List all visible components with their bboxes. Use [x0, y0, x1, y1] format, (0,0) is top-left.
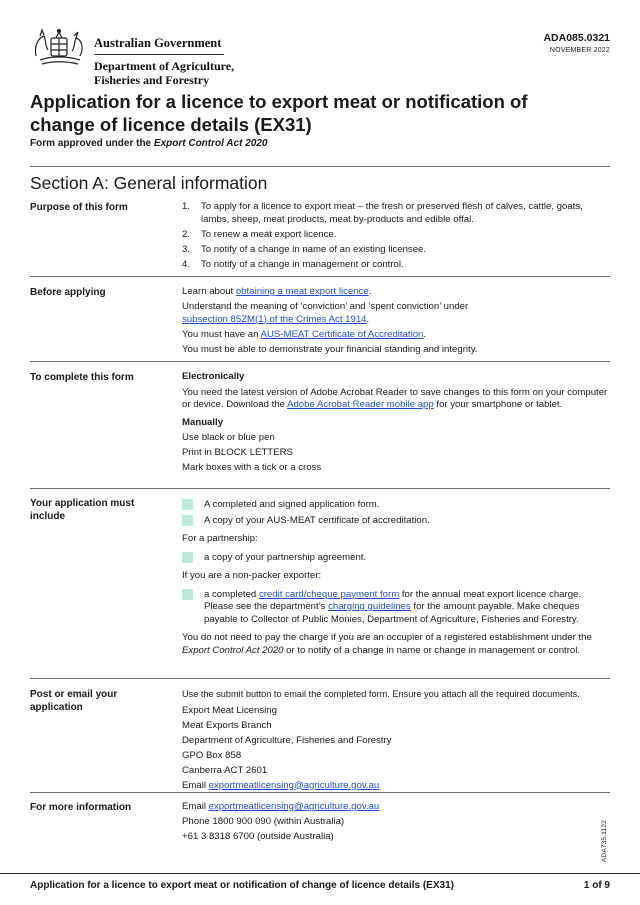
more-label: For more information — [30, 802, 132, 813]
more-email-link[interactable]: exportmeatlicensing@agriculture.gov.au — [208, 801, 380, 812]
complete-label: To complete this form — [30, 372, 134, 383]
approval-prefix: Form approved under the — [30, 138, 154, 149]
list-item — [182, 201, 610, 226]
email-prefix: Email — [182, 779, 209, 791]
include-content — [182, 497, 610, 660]
post-label: Post or email your application — [30, 689, 118, 713]
item-number: 4. — [182, 258, 191, 270]
understand-line — [182, 301, 610, 326]
purpose-content — [182, 201, 610, 274]
electronic-text — [182, 387, 610, 412]
form-code: ADA085.0321 — [543, 32, 610, 44]
address-line: Meat Exports Branch — [182, 719, 272, 731]
checklist-text: a copy of your partnership agreement. — [204, 551, 367, 563]
form-date: NOVEMBER 2022 — [549, 47, 610, 54]
meat-export-licence-link[interactable]: obtaining a meat export licence — [235, 286, 369, 297]
nonpacker-suffix: for the amount payable. Make cheques payable to Collector of Public Monies, Department of Agriculture, Fisheries and Forestry. — [204, 601, 580, 625]
list-item — [182, 259, 610, 272]
occupier-act: Export Control Act 2020 — [182, 644, 284, 656]
list-item — [182, 244, 610, 257]
more-email-line — [182, 801, 610, 814]
have-suffix: . — [423, 328, 427, 340]
page-title: Application for a licence to export meat or notification of change of licence details (EX31) — [30, 91, 528, 135]
checklist-item — [182, 552, 610, 565]
post-email-link[interactable]: exportmeatlicensing@agriculture.gov.au — [208, 779, 380, 791]
occupier-prefix: You do not need to pay the charge if you are an occupier of a registered establishment under the — [182, 632, 592, 643]
electronic-heading: Electronically — [182, 371, 245, 382]
before-content — [182, 286, 610, 359]
coat-of-arms-logo — [30, 26, 88, 68]
address-line: Canberra ACT 2601 — [182, 764, 268, 776]
manual-heading: Manually — [182, 416, 224, 428]
department-line-2: Fisheries and Forestry — [94, 73, 210, 87]
government-branding — [94, 36, 234, 87]
divider — [30, 792, 610, 793]
financial-line: You must be able to demonstrate your financial standing and integrity. — [182, 343, 478, 355]
occupier-note — [182, 632, 610, 657]
checklist-item — [182, 499, 610, 512]
divider — [30, 488, 610, 489]
have-prefix: You must have an — [182, 328, 261, 340]
nonpacker-mid: for the annual meat export licence charge. Please see the department’s — [204, 588, 582, 612]
approval-statement — [30, 138, 267, 149]
purpose-list — [182, 201, 610, 271]
crimes-suffix: . — [366, 313, 370, 325]
government-name: Australian Government — [94, 36, 224, 55]
partnership-intro: For a partnership: — [182, 533, 258, 544]
complete-content — [182, 371, 610, 477]
partnership-checkbox[interactable] — [182, 552, 193, 563]
item-number: 2. — [182, 228, 191, 240]
application-form-checkbox[interactable] — [182, 499, 193, 510]
adobe-reader-link[interactable]: Adobe Acrobat Reader mobile app — [287, 399, 434, 410]
learn-suffix: . — [368, 286, 372, 297]
occupier-suffix: or to notify of a change in name or change in management or control. — [283, 644, 581, 656]
more-content — [182, 801, 610, 846]
post-email-line — [182, 780, 610, 793]
department-line-1: Department of Agriculture, — [94, 59, 235, 73]
item-text: To apply for a licence to export meat – the fresh or preserved flesh of calves, cattle, goats, lambs, sheep, meat products, meat by-products and edible offal. — [201, 201, 583, 225]
phone-line: Phone 1800 900 090 (within Australia) — [182, 816, 345, 827]
divider — [30, 361, 610, 362]
divider — [30, 276, 610, 277]
crimes-act-link[interactable]: subsection 85ZM(1) of the Crimes Act 1914 — [182, 313, 367, 325]
divider — [30, 678, 610, 679]
payment-form-link[interactable]: credit card/cheque payment form — [258, 588, 400, 600]
footer-divider — [0, 873, 640, 874]
address-line: GPO Box 858 — [182, 749, 242, 761]
manual-item: Mark boxes with a tick or a cross — [182, 462, 322, 473]
manual-item: Print in BLOCK LETTERS — [182, 447, 293, 458]
charging-guidelines-link[interactable]: charging guidelines — [328, 601, 411, 612]
checklist-text: A completed and signed application form. — [204, 499, 380, 510]
address-line: Department of Agriculture, Fisheries and Forestry — [182, 734, 392, 746]
post-intro: Use the submit button to email the completed form. Ensure you attach all the required documents. — [182, 689, 580, 699]
checklist-text: A copy of your AUS-MEAT certificate of accreditation. — [204, 514, 430, 526]
side-code: ADA735.1122 — [601, 820, 608, 863]
approval-act: Export Control Act 2020 — [153, 138, 268, 149]
nonpacker-intro: If you are a non-packer exporter: — [182, 570, 322, 581]
include-label: Your application must include — [30, 498, 135, 522]
phone-line: +61 3 8318 6700 (outside Australia) — [182, 831, 334, 842]
item-text: To notify of a change in name of an existing licensee. — [201, 243, 427, 255]
address-line: Export Meat Licensing — [182, 704, 277, 716]
divider — [30, 166, 610, 167]
payment-form-checkbox[interactable] — [182, 589, 193, 600]
purpose-label: Purpose of this form — [30, 202, 128, 213]
nonpacker-prefix: a completed — [204, 588, 259, 600]
footer-title: Application for a licence to export meat or notification of change of licence details (EX31) — [30, 880, 454, 891]
learn-line — [182, 286, 610, 299]
department-name — [94, 59, 234, 87]
item-number: 3. — [182, 243, 191, 255]
form-code-block — [543, 32, 610, 54]
ausmeat-certificate-link[interactable]: AUS-MEAT Certificate of Accreditation — [260, 328, 424, 340]
item-number: 1. — [182, 201, 191, 212]
electronic-text-2: for your smartphone or tablet. — [433, 399, 563, 410]
manual-item: Use black or blue pen — [182, 432, 275, 443]
item-text: To notify of a change in management or control. — [201, 258, 404, 270]
email-prefix: Email — [182, 801, 209, 812]
understand-text: Understand the meaning of ‘conviction’ and ‘spent conviction’ under — [182, 301, 469, 312]
section-title: Section A: General information — [30, 173, 268, 193]
electronic-text-1: You need the latest version of Adobe Acrobat Reader to save changes to this form on your computer or device. Download the — [182, 386, 608, 410]
ausmeat-certificate-checkbox[interactable] — [182, 515, 193, 526]
have-line — [182, 329, 610, 342]
item-text: To renew a meat export licence. — [201, 228, 337, 240]
checklist-item — [182, 589, 610, 627]
learn-prefix: Learn about — [182, 286, 236, 297]
list-item — [182, 229, 610, 242]
page-number: 1 of 9 — [583, 880, 610, 891]
post-content — [182, 688, 610, 795]
checklist-item — [182, 515, 610, 528]
before-label: Before applying — [30, 287, 106, 298]
